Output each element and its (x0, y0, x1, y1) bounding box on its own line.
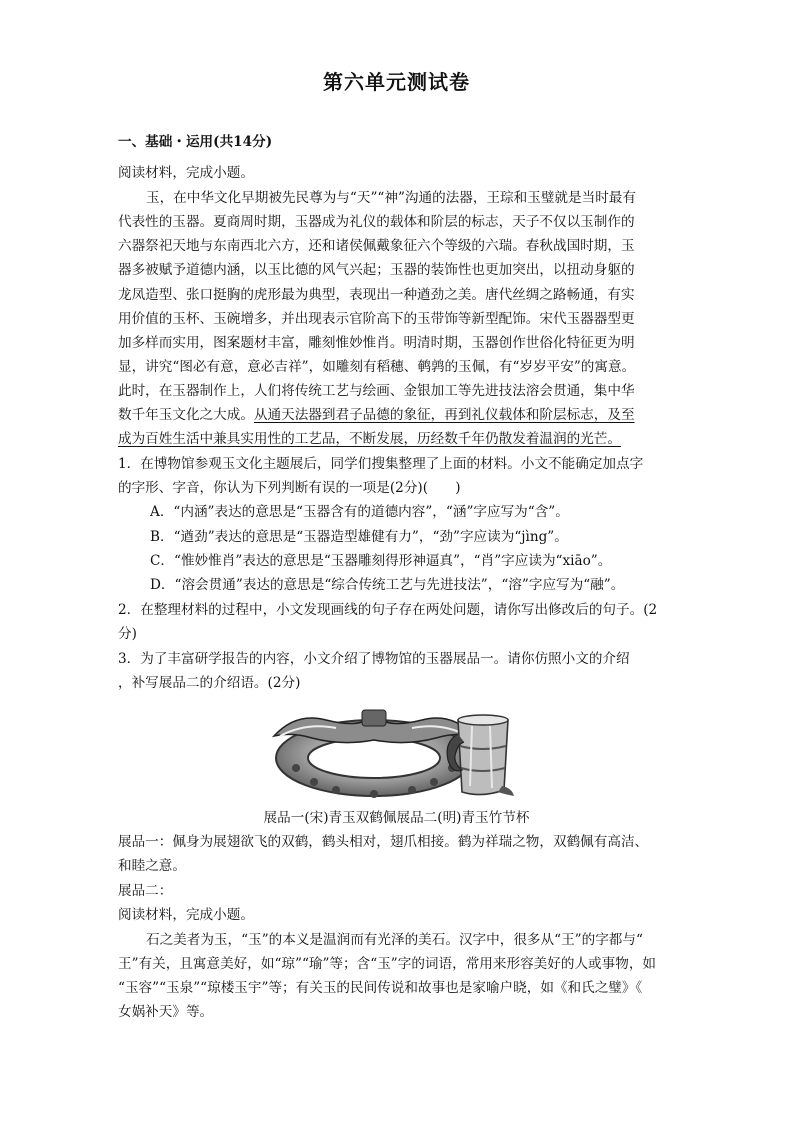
page-title: 第六单元测试卷 (323, 70, 470, 94)
passage2-line: 王”有关，且寓意美好，如“琼”“瑜”等；含“玉”字的词语，常用来形容美好的人或事物，如 (118, 956, 657, 972)
passage-line (118, 427, 678, 451)
underlined-sentence: 成为百姓生活中兼具实用性的工艺品，不断发展，历经数千年仍散发着温润的光芒。 (118, 431, 621, 447)
passage-line: 器多被赋予道德内涵，以玉比德的风气兴起；玉器的装饰性也更加突出，以扭动身躯的 (118, 262, 635, 278)
bamboo-cup-image (442, 712, 518, 800)
section-heading: 一、基础・运用(共14分) (118, 134, 273, 150)
passage-line: 显，讲究“图必有意，意必吉祥”，如雕刻有稻穗、鹌鹑的玉佩，有“岁岁平安”的寓意。 (118, 359, 636, 375)
exhibit-1-description: 展品一：佩身为展翅欲飞的双鹤，鹤头相对，翅爪相接。鹤为祥瑞之物，双鹤佩有高洁、 (118, 834, 649, 850)
passage2-line: 女娲补天》等。 (118, 1004, 214, 1020)
passage-line (118, 403, 678, 427)
passage-line: 用价值的玉杯、玉碗增多，并出现表示官阶高下的玉带饰等新型配饰。宋代玉器器型更 (118, 311, 635, 327)
instruction: 阅读材料，完成小题。 (118, 165, 254, 181)
question-1: 的字形、字音，你认为下列判断有误的一项是(2分)( ) (118, 480, 461, 496)
option-c: C．“惟妙惟肖”表达的意思是“玉器雕刻得形神逼真”，“肖”字应读为“xiāo”。 (150, 553, 612, 569)
passage-line: 玉，在中华文化早期被先民尊为与“天”“神”沟通的法器，王琮和玉璧就是当时最有 (146, 190, 636, 206)
option-a: A．“内涵”表达的意思是“玉器含有的道德内容”，“涵”字应写为“含”。 (150, 504, 569, 520)
passage-line: 龙凤造型、张口挺胸的虎形最为典型，表现出一种遒劲之美。唐代丝绸之路畅通，有实 (118, 287, 635, 303)
passage2-line: “玉容”“玉泉”“琼楼玉宇”等；有关玉的民间传说和故事也是家喻户晓，如《和氏之璧》《 (118, 980, 643, 996)
passage-text: 数千年玉文化之大成。 (118, 407, 254, 423)
instruction-2: 阅读材料，完成小题。 (118, 907, 254, 923)
question-2: 分) (118, 626, 137, 642)
question-3: 3．为了丰富研学报告的内容，小文介绍了博物馆的玉器展品一。请你仿照小文的介绍 (118, 651, 630, 667)
passage-line: 六器祭祀天地与东南西北六方，还和诸侯佩戴象征六个等级的六瑞。春秋战国时期，玉 (118, 238, 635, 254)
passage-line: 代表性的玉器。夏商周时期，玉器成为礼仪的载体和阶层的标志，天子不仅以玉制作的 (118, 214, 635, 230)
exhibit-2-label: 展品二： (118, 883, 173, 899)
underlined-sentence: 从通天法器到君子品德的象征，再到礼仪载体和阶层标志，及至 (253, 407, 635, 423)
question-3: ，补写展品二的介绍语。(2分) (118, 675, 301, 691)
question-2: 2．在整理材料的过程中，小文发现画线的句子存在两处问题，请你写出修改后的句子。(2 (118, 602, 658, 618)
passage-line: 此时，在玉器制作上，人们将传统工艺与绘画、金银加工等先进技法溶会贯通，集中华 (118, 383, 635, 399)
passage-line: 加多样而实用，图案题材丰富，雕刻惟妙惟肖。明清时期，玉器创作世俗化特征更为明 (118, 335, 635, 351)
passage2-line: 石之美者为玉，“玉”的本义是温润而有光泽的美石。汉字中，很多从“王”的字都与“ (146, 932, 643, 948)
question-1: 1．在博物馆参观玉文化主题展后，同学们搜集整理了上面的材料。小文不能确定加点字 (118, 456, 644, 472)
option-b: B．“遒劲”表达的意思是“玉器造型雄健有力”，“劲”字应读为“jìng”。 (150, 529, 568, 545)
figure-caption: 展品一(宋)青玉双鹤佩展品二(明)青玉竹节杯 (263, 810, 530, 826)
option-d: D．“溶会贯通”表达的意思是“综合传统工艺与先进技法”，“溶”字应写为“融”。 (150, 577, 625, 593)
exhibit-1-description: 和睦之意。 (118, 858, 186, 874)
